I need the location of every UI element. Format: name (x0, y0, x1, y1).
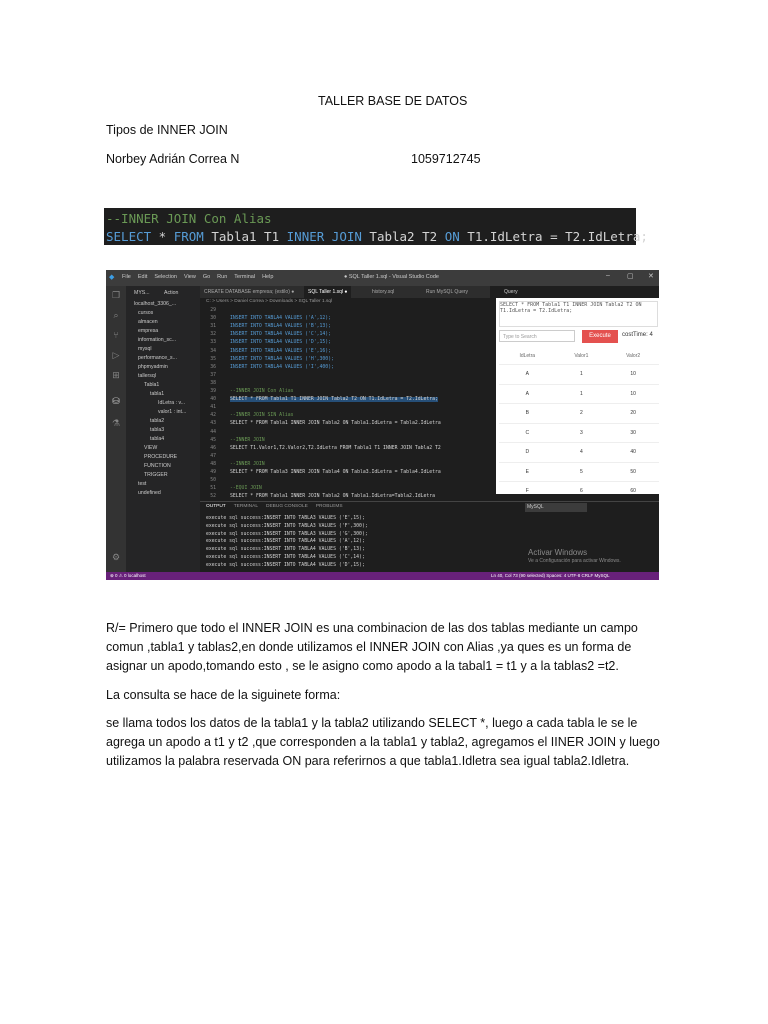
activate-windows-title: Activar Windows (528, 548, 588, 557)
code-token: ON (444, 229, 460, 244)
activate-windows-subtitle: Ve a Configuración para activar Windows. (528, 558, 621, 564)
tree-item[interactable]: tabla2 (150, 418, 165, 424)
breadcrumb: C: > Users > Daniel Correa > Downloads > SQL Taller 1.sql (206, 299, 333, 304)
run-query-button[interactable]: Run MySQL Query (426, 289, 469, 295)
output-line: execute sql success:INSERT INTO TABLA4 VALUES ('D',15); (206, 562, 365, 568)
query-panel (496, 298, 659, 494)
status-left[interactable]: ⊗ 0 ⚠ 0 localhost (110, 573, 146, 578)
answer-line: comun ,tabla1 y tablas2,en donde utilizamos el INNER JOIN con Alias ,ya ques es un forma de (106, 640, 632, 654)
cost-time: costTime: 4 (622, 332, 653, 338)
output-line: execute sql success:INSERT INTO TABLA3 VALUES ('E',15); (206, 516, 365, 521)
output-line: execute sql success:INSERT INTO TABLA3 VALUES ('G',300); (206, 531, 368, 537)
table-cell: 6 (556, 482, 608, 501)
column-header[interactable]: Valor1 (574, 353, 589, 359)
output-line: execute sql success:INSERT INTO TABLA4 VALUES ('C',14); (206, 555, 365, 560)
title-bar (106, 270, 659, 286)
tree-item[interactable]: tallersql (138, 373, 156, 379)
code-token: INNER JOIN (286, 229, 362, 244)
table-cell: 1 (556, 384, 608, 404)
line-number: 41 (210, 405, 216, 411)
code-query (106, 229, 648, 244)
table-cell: 20 (607, 404, 659, 424)
menu-item[interactable]: File (122, 274, 131, 280)
menu-item[interactable]: View (184, 274, 196, 280)
table-cell: 10 (607, 384, 659, 404)
menu-item[interactable]: Selection (154, 274, 177, 280)
tree-item[interactable]: FUNCTION (144, 463, 171, 469)
menu-item[interactable]: Edit (137, 274, 148, 280)
table-cell: 60 (607, 482, 659, 501)
tree-item[interactable]: TRIGGER (144, 472, 168, 478)
menu-item[interactable]: Go (202, 274, 211, 280)
close-icon[interactable]: ✕ (648, 273, 654, 280)
table-cell: E (499, 462, 556, 482)
tree-item[interactable]: IdLetra : v... (158, 400, 186, 406)
line-number: 43 (210, 421, 216, 427)
table-cell: 10 (607, 365, 659, 385)
line-number: 44 (210, 429, 216, 435)
extensions-icon[interactable]: ⊞ (112, 370, 120, 380)
line-number: 40 (210, 397, 216, 403)
tree-item[interactable]: performance_s... (138, 355, 177, 361)
output-log (200, 502, 520, 573)
line-number: 51 (210, 486, 216, 492)
code-line: INSERT INTO TABLA4 VALUES ('A',12); (230, 316, 332, 322)
database-icon[interactable]: ⛁ (112, 396, 120, 406)
output-line: execute sql success:INSERT INTO TABLA4 VALUES ('A',12); (206, 539, 365, 545)
code-line: SELECT * FROM Tabla1 INNER JOIN Tabla2 ON Tabla1.IdLetra = Tabla2.IdLetra (230, 421, 441, 427)
code-line: INSERT INTO TABLA4 VALUES ('C',14); (230, 332, 332, 338)
tree-item[interactable]: information_sc... (138, 337, 177, 343)
code-line: INSERT INTO TABLA4 VALUES ('I',400); (230, 364, 334, 370)
tree-item[interactable]: Tabla1 (144, 382, 160, 388)
code-token: FROM (173, 229, 204, 244)
output-channel-select[interactable]: MySQL (525, 503, 587, 512)
answer-line: R/= Primero que todo el INNER JOIN es una combinacion de las dos tablas mediante un campo (106, 621, 638, 635)
database-explorer (126, 286, 200, 572)
code-line: --INNER JOIN SIN Alias (230, 413, 294, 419)
line-number: 47 (210, 453, 216, 459)
tab-output[interactable]: OUTPUT (206, 504, 226, 509)
tree-item[interactable]: phpmyadmin (138, 364, 168, 370)
query-tab[interactable]: Query (504, 289, 518, 295)
editor-tab-active[interactable]: SQL Taller 1.sql ● (304, 286, 351, 298)
code-line: SELECT * FROM Tabla3 INNER JOIN Tabla4 ON Tabla3.IdLetra = Tabla4.IdLetra (230, 470, 441, 475)
output-line: execute sql success:INSERT INTO TABLA3 VALUES ('F',300); (206, 523, 368, 529)
line-number: 50 (210, 478, 216, 484)
results-table (499, 348, 659, 501)
code-token: Tabla1 T1 (203, 229, 287, 244)
answer-line: agrega un apodo a t1 y t2 ,que corresponden a la tabla1 y tabla2, agregamos el IINER JOIN y luego (106, 735, 660, 749)
code-token: SELECT (106, 229, 152, 244)
line-number: 48 (210, 461, 216, 467)
line-number: 38 (210, 380, 216, 386)
table-cell: 2 (556, 404, 608, 424)
line-number: 34 (210, 348, 216, 354)
tree-item[interactable]: almacen (138, 319, 158, 325)
query-results-view (490, 286, 659, 501)
tree-item[interactable]: empresa (138, 328, 159, 334)
line-number: 37 (210, 372, 216, 378)
tree-item[interactable]: PROCEDURE (144, 454, 178, 460)
table-cell: 5 (556, 462, 608, 482)
student-id: 1059712745 (411, 152, 481, 166)
maximize-icon[interactable]: ▢ (627, 273, 634, 280)
code-line: INSERT INTO TABLA4 VALUES ('D',15); (230, 340, 332, 346)
activity-bar (106, 286, 126, 572)
tree-item[interactable]: undefined (138, 490, 161, 496)
code-line: INSERT INTO TABLA4 VALUES ('B',13); (230, 324, 332, 330)
table-row[interactable] (499, 443, 659, 463)
code-comment: --INNER JOIN Con Alias (106, 211, 272, 226)
sidebar-header: MYS... (134, 290, 150, 296)
column-header[interactable]: Valor2 (626, 353, 641, 359)
code-line: --INNER JOIN (230, 437, 265, 443)
document-title: TALLER BASE DE DATOS (318, 94, 468, 108)
line-number: 33 (210, 340, 216, 346)
window-title: ● SQL Taller 1.sql - Visual Studio Code (344, 274, 439, 280)
code-line: --INNER JOIN Con Alias (230, 389, 294, 394)
code-line: SELECT * FROM Tabla1 T1 INNER JOIN Tabla2 T2 ON T1.IdLetra = T2.IdLetra; (230, 397, 438, 403)
table-row[interactable] (499, 384, 659, 404)
code-token: Tabla2 T2 (361, 229, 445, 244)
output-line: execute sql success:INSERT INTO TABLA4 VALUES ('B',13); (206, 547, 365, 553)
document-subtitle: Tipos de INNER JOIN (106, 123, 228, 137)
table-row[interactable] (499, 423, 659, 443)
line-number: 35 (210, 356, 216, 362)
line-number: 30 (210, 316, 216, 322)
line-number: 29 (210, 308, 216, 313)
sidebar-action[interactable]: Action (164, 290, 179, 296)
execute-button[interactable]: Execute (582, 330, 618, 343)
line-number: 32 (210, 332, 216, 338)
editor-tab[interactable]: CREATE DATABASE empresa; (estilo) ● (204, 289, 295, 295)
tab-problems[interactable]: PROBLEMS (315, 504, 343, 509)
test-icon[interactable]: ⚗ (111, 418, 121, 428)
tree-item[interactable]: VIEW (144, 445, 158, 451)
explorer-icon[interactable]: ❐ (111, 290, 121, 300)
answer-line: se llama todos los datos de la tabla1 y la tabla2 utilizando SELECT *, luego a cada tabla le se le (106, 716, 638, 730)
line-number: 52 (210, 494, 216, 500)
table-cell: 30 (607, 423, 659, 443)
status-right[interactable]: Ln 40, Col 73 (90 selected) Spaces: 4 UTF-8 CRLF MySQL (491, 573, 610, 578)
menu-item[interactable]: Terminal (234, 274, 256, 280)
code-line: SELECT T1.Valor1,T2.Valor2,T2.IdLetra FROM Tabla1 T1 INNER JOIN Tabla2 T2 (230, 445, 441, 451)
menu-item[interactable]: Run (217, 274, 228, 280)
table-cell: D (499, 443, 556, 463)
line-number: 31 (210, 324, 216, 330)
author-name: Norbey Adrián Correa N (106, 152, 240, 166)
tree-item[interactable]: cursos (138, 310, 154, 316)
vscode-screenshot (106, 270, 659, 580)
settings-gear-icon[interactable]: ⚙ (111, 552, 121, 562)
line-number: 36 (210, 364, 216, 370)
table-cell: 50 (607, 462, 659, 482)
editor-tab[interactable]: history.sql (372, 289, 395, 295)
table-row[interactable] (499, 404, 659, 424)
run-debug-icon[interactable]: ▷ (112, 350, 120, 360)
table-row[interactable] (499, 482, 659, 501)
vscode-logo-icon: ◆ (109, 274, 115, 281)
source-control-icon[interactable]: ⑂ (113, 330, 119, 340)
answer-line: asignar un apodo,tomando esto , se le asigno como apodo a la tabal1 = t1 y a la tablas2 =t2. (106, 659, 619, 673)
code-line: SELECT * FROM Tabla1 INNER JOIN Tabla2 ON Tabla1.IdLetra=Tabla2.IdLetra (230, 494, 436, 500)
table-cell: 4 (556, 443, 608, 463)
column-header[interactable]: IdLetra (519, 353, 536, 359)
table-row[interactable] (499, 462, 659, 482)
code-token: * (151, 229, 174, 244)
status-bar (106, 572, 659, 580)
line-number: 49 (210, 470, 216, 475)
tree-item[interactable]: tabla3 (150, 427, 165, 433)
query-sql-box[interactable]: SELECT * FROM Tabla1 T1 INNER JOIN Tabla2 T2 ON T1.IdLetra = T2.IdLetra; (499, 301, 658, 327)
code-editor[interactable] (200, 286, 490, 501)
menu-bar (122, 274, 280, 280)
line-number: 42 (210, 413, 216, 419)
code-line: INSERT INTO TABLA4 VALUES ('E',16); (230, 348, 332, 354)
tree-item[interactable]: tabla1 (150, 391, 165, 397)
search-input[interactable]: Type to Search (499, 330, 575, 342)
code-line: --INNER JOIN (230, 461, 265, 467)
bottom-panel (200, 501, 659, 573)
table-cell: A (499, 365, 556, 385)
tree-item[interactable]: valor1 : int... (158, 409, 187, 415)
code-line: INSERT INTO TABLA4 VALUES ('H',300); (230, 356, 334, 362)
tree-item[interactable]: localhost_3306_... (134, 301, 177, 307)
answer-line: utilizamos la palabra reservada ON para referirnos a que tabla1.Idletra sea igual tabla2.Idletra. (106, 754, 630, 768)
menu-item[interactable]: Help (262, 274, 274, 280)
answer-line: La consulta se hace de la siguinete forma: (106, 688, 341, 702)
table-cell: C (499, 423, 556, 443)
line-number: 45 (210, 437, 216, 443)
tree-item[interactable]: test (138, 481, 147, 487)
table-cell: 3 (556, 423, 608, 443)
minimize-icon[interactable]: – (606, 272, 610, 279)
tree-item[interactable]: mysql (138, 346, 152, 352)
editor-tabs (200, 286, 490, 298)
table-cell: 40 (607, 443, 659, 463)
tree-item[interactable]: tabla4 (150, 436, 165, 442)
code-token: T1.IdLetra = T2.IdLetra; (459, 229, 648, 244)
table-cell: F (499, 482, 556, 501)
code-banner (104, 208, 648, 245)
table-row[interactable] (499, 365, 659, 385)
line-number: 39 (210, 389, 216, 394)
code-line: --EQUI JOIN (230, 486, 262, 492)
line-number: 46 (210, 445, 216, 451)
table-cell: 1 (556, 365, 608, 385)
search-icon[interactable]: ⌕ (113, 310, 119, 320)
table-cell: A (499, 384, 556, 404)
tab-debug-console[interactable]: DEBUG CONSOLE (266, 504, 308, 509)
table-cell: B (499, 404, 556, 424)
tab-terminal[interactable]: TERMINAL (233, 504, 258, 509)
